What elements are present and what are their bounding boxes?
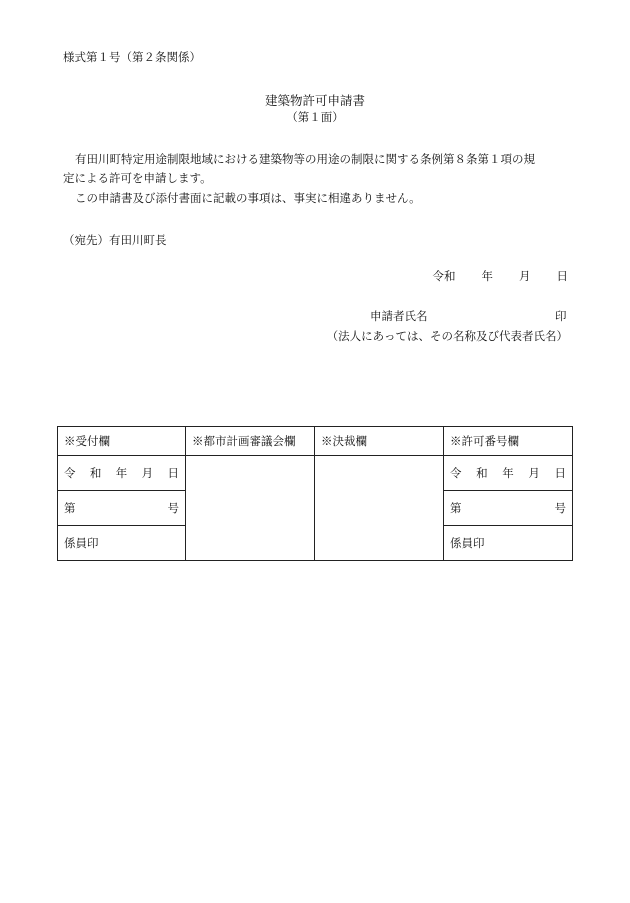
council-cell — [186, 456, 315, 561]
reception-number-suffix: 号 — [167, 501, 179, 515]
permit-date-era-2: 和 — [476, 466, 488, 480]
reception-date-year: 年 — [115, 466, 128, 480]
date-month: 月 — [519, 269, 531, 283]
form-number: 様式第１号（第２条関係） — [63, 50, 201, 64]
council-column-header: ※都市計画審議会欄 — [186, 427, 315, 456]
permit-number-suffix: 号 — [554, 501, 566, 515]
permit-clerk-seal-cell: 係員印 — [444, 526, 573, 561]
permit-date-era-1: 令 — [450, 466, 462, 480]
date-row — [58, 456, 573, 491]
date-era: 令和 — [432, 269, 456, 283]
office-use-table — [57, 426, 573, 561]
body-text-line-1: 有田川町特定用途制限地域における建築物等の用途の制限に関する条例第８条第１項の規 — [75, 152, 535, 166]
applicant-seal-mark: 印 — [555, 309, 567, 323]
permit-date-cell — [444, 456, 573, 491]
permit-date-month: 月 — [528, 466, 540, 480]
reception-number-cell — [58, 491, 186, 526]
approval-column-header: ※決裁欄 — [315, 427, 444, 456]
body-text-line-2: 定による許可を申請します。 — [63, 171, 212, 185]
date-year: 年 — [481, 269, 493, 283]
applicant-note: （法人にあっては、その名称及び代表者氏名） — [326, 329, 568, 343]
office-table-header-row — [58, 427, 573, 456]
reception-date-day: 日 — [167, 466, 179, 480]
reception-date-era-1: 令 — [64, 466, 76, 480]
reception-clerk-seal-cell: 係員印 — [58, 526, 186, 561]
permit-number-prefix: 第 — [450, 501, 462, 515]
reception-date-month: 月 — [141, 466, 154, 480]
permit-number-column-header: ※許可番号欄 — [444, 427, 573, 456]
permit-date-day: 日 — [554, 466, 566, 480]
reception-column-header: ※受付欄 — [58, 427, 186, 456]
date-day: 日 — [556, 269, 568, 283]
reception-date-cell — [58, 456, 186, 491]
body-text-line-3: この申請書及び添付書面に記載の事項は、事実に相違ありません。 — [75, 191, 421, 205]
date-line — [433, 268, 569, 284]
reception-number-prefix: 第 — [64, 501, 76, 515]
permit-date-year: 年 — [502, 466, 514, 480]
reception-date-era-2: 和 — [89, 466, 102, 480]
applicant-name-label: 申請者氏名 — [370, 309, 428, 323]
document-subtitle: （第１面） — [286, 110, 344, 124]
addressee: （宛先）有田川町長 — [63, 233, 167, 247]
approval-cell — [315, 456, 444, 561]
document-title: 建築物許可申請書 — [264, 93, 365, 108]
permit-number-cell — [444, 491, 573, 526]
